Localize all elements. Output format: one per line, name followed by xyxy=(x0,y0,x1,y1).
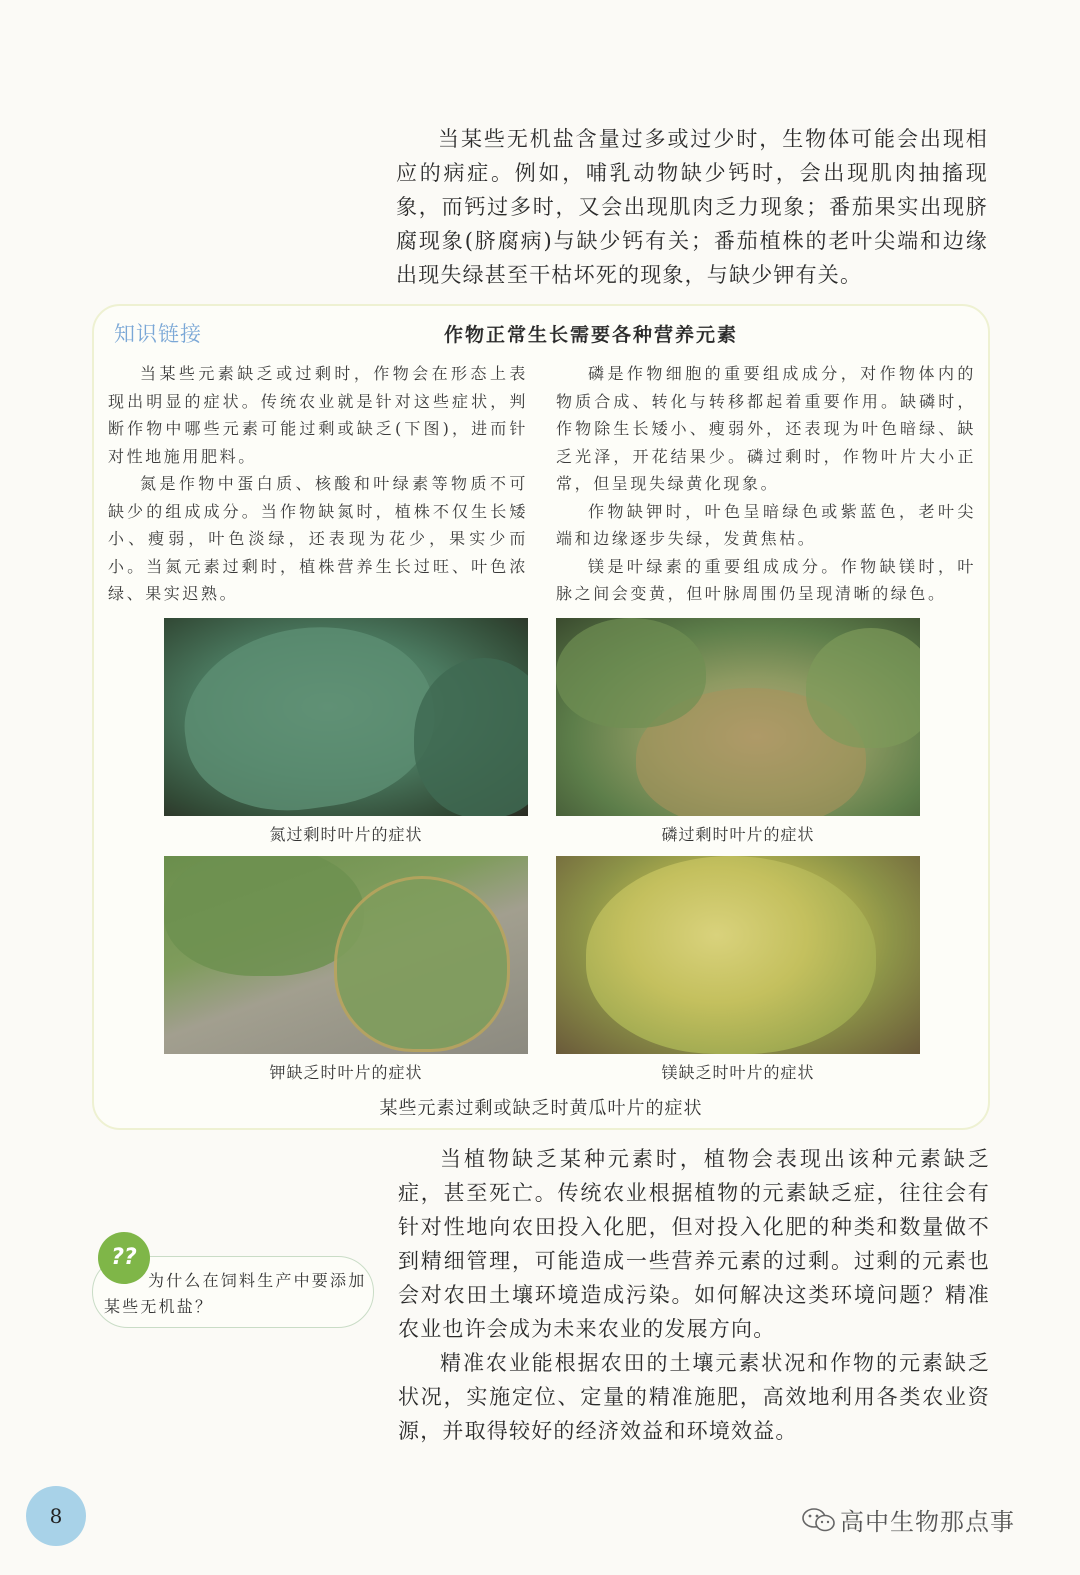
question-icon: ?? xyxy=(98,1232,150,1284)
nitrogen-caption: 氮过剩时叶片的症状 xyxy=(269,825,423,844)
page-number: 8 xyxy=(26,1486,86,1546)
phosphorus-caption: 磷过剩时叶片的症状 xyxy=(661,825,815,844)
watermark-text: 高中生物那点事 xyxy=(840,1508,1015,1536)
knowledge-link-box xyxy=(92,304,990,1130)
knowledge-left-column xyxy=(108,360,528,608)
wechat-icon xyxy=(802,1507,836,1539)
intro-paragraph: 当某些无机盐含量过多或过少时，生物体可能会出现相应的病症。例如，哺乳动物缺少钙时，会出现肌肉抽搐现象，而钙过多时，又会出现肌肉乏力现象；番茄果实出现脐腐现象(脐腐病)与缺少钙有关；番茄植株的老叶尖端和边缘出现失绿甚至干枯坏死的现象，与缺少钾有关。 xyxy=(396,127,988,287)
potassium-deficiency-leaf-photo xyxy=(164,856,528,1054)
knowledge-paragraph: 作物缺钾时，叶色呈暗绿色或紫蓝色，老叶尖端和边缘逐步失绿，发黄焦枯。 xyxy=(556,501,976,548)
main-text-block xyxy=(398,1142,990,1448)
body-paragraph: 当植物缺乏某种元素时，植物会表现出该种元素缺乏症，甚至死亡。传统农业根据植物的元素缺乏症，往往会有针对性地向农田投入化肥，但对投入化肥的种类和数量做不到精细管理，可能造成一些营养元素的过剩。过剩的元素也会对农田土壤环境造成污染。如何解决这类环境问题？精准农业也许会成为未来农业的发展方向。 xyxy=(398,1147,990,1341)
knowledge-paragraph: 磷是作物细胞的重要组成成分，对作物体内的物质合成、转化与转移都起着重要作用。缺磷时，作物除生长矮小、瘦弱外，还表现为叶色暗绿、缺乏光泽，开花结果少。磷过剩时，作物叶片大小正常，但呈现失绿黄化现象。 xyxy=(556,364,976,493)
knowledge-paragraph: 当某些元素缺乏或过剩时，作物会在形态上表现出明显的症状。传统农业就是针对这些症状，判断作物中哪些元素可能过剩或缺乏(下图)，进而针对性地施用肥料。 xyxy=(108,364,528,466)
phosphorus-excess-leaf-photo xyxy=(556,618,920,816)
magnesium-caption: 镁缺乏时叶片的症状 xyxy=(661,1063,815,1082)
knowledge-link-tag: 知识链接 xyxy=(114,322,202,346)
question-text: 为什么在饲料生产中要添加某些无机盐？ xyxy=(104,1271,367,1316)
figure-caption: 某些元素过剩或缺乏时黄瓜叶片的症状 xyxy=(379,1098,703,1119)
nitrogen-excess-leaf-photo xyxy=(164,618,528,816)
watermark xyxy=(802,1502,1015,1539)
body-paragraph: 精准农业能根据农田的土壤元素状况和作物的元素缺乏状况，实施定位、定量的精准施肥，高效地利用各类农业资源，并取得较好的经济效益和环境效益。 xyxy=(398,1351,990,1443)
knowledge-right-column xyxy=(556,360,976,608)
knowledge-box-title: 作物正常生长需要各种营养元素 xyxy=(443,324,738,346)
potassium-caption: 钾缺乏时叶片的症状 xyxy=(269,1063,423,1082)
magnesium-deficiency-leaf-photo xyxy=(556,856,920,1054)
intro-paragraph-block xyxy=(396,122,988,292)
knowledge-paragraph: 镁是叶绿素的重要组成成分。作物缺镁时，叶脉之间会变黄，但叶脉周围仍呈现清晰的绿色。 xyxy=(556,556,976,603)
knowledge-paragraph: 氮是作物中蛋白质、核酸和叶绿素等物质不可缺少的组成成分。当作物缺氮时，植株不仅生长矮小、瘦弱，叶色淡绿，还表现为花少，果实少而小。当氮元素过剩时，植株营养生长过旺、叶色浓绿、果实迟熟。 xyxy=(108,474,528,603)
